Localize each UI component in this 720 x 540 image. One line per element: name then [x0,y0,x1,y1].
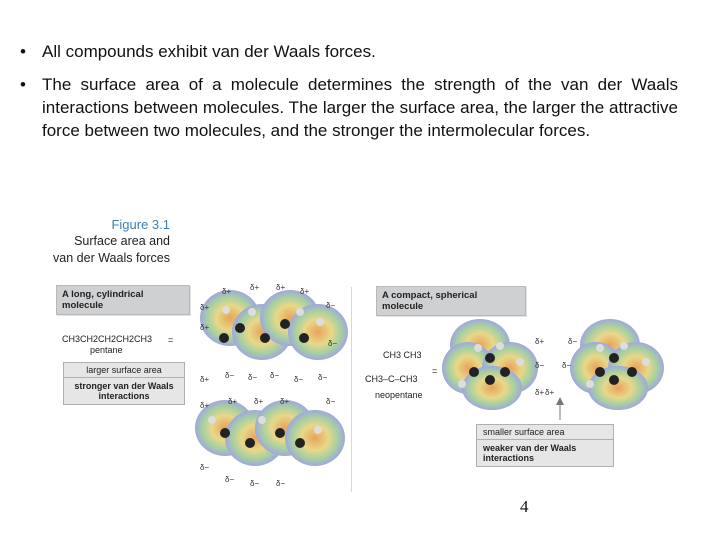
figure-caption-line: van der Waals forces [53,251,170,265]
svg-text:δ−: δ− [535,361,545,370]
neopentane-model-2 [570,319,664,410]
svg-text:δ+: δ+ [300,287,310,296]
svg-text:δ−: δ− [270,371,280,380]
svg-text:δ−: δ− [225,475,235,484]
neopentane-formula-bottom: CH3–C–CH3 [365,374,418,384]
right-arrow-head [556,397,564,405]
svg-text:δ+: δ+ [276,283,286,292]
svg-text:δ+: δ+ [200,375,210,384]
svg-text:δ+: δ+ [200,323,210,332]
svg-text:δ+: δ+ [535,337,545,346]
figure-number: Figure 3.1 [111,217,170,232]
page-number: 4 [520,497,529,516]
neopentane-formula-top: CH3 CH3 [383,350,422,360]
neopentane-equals: = [432,366,438,376]
right-note-bottom: weaker van der Waals interactions [483,443,577,463]
svg-text:δ+: δ+ [228,397,238,406]
svg-text:δ−: δ− [318,373,328,382]
svg-text:δ+: δ+ [200,401,210,410]
svg-text:δ−: δ− [328,339,338,348]
pentane-name: pentane [90,345,123,355]
svg-text:δ−: δ− [276,479,286,488]
svg-text:δ+: δ+ [222,287,232,296]
svg-text:δ+: δ+ [250,283,260,292]
left-panel-title: A long, cylindrical molecule [56,285,190,315]
pentane-model-lower [195,400,345,466]
neopentane-name: neopentane [375,390,423,400]
pentane-formula: CH3CH2CH2CH2CH3 [62,334,153,344]
svg-text:δ−: δ− [562,361,572,370]
right-note-top: smaller surface area [477,425,613,440]
pentane-equals: = [168,335,174,345]
svg-text:δ+: δ+ [200,303,210,312]
svg-text:δ−: δ− [294,375,304,384]
svg-text:δ+: δ+ [280,397,290,406]
left-note-box [63,362,185,405]
svg-text:δ−: δ− [568,337,578,346]
left-note-top: larger surface area [64,363,184,378]
svg-text:δ+: δ+ [254,397,264,406]
left-note-bottom: stronger van der Waals interactions [74,381,174,401]
bullet-item: • All compounds exhibit van der Waals forces. [20,40,678,63]
right-note-box [476,424,614,467]
svg-text:δ+: δ+ [545,388,555,397]
svg-text:δ−: δ− [250,479,260,488]
svg-text:δ+: δ+ [535,388,545,397]
svg-text:δ−: δ− [200,463,210,472]
bullet-item: • The surface area of a molecule determines the strength of the van der Waals interactions between molecules. The larger the surface area, the larger the attractive force between two molecules, and the stronger the intermolecular forces. [20,73,678,142]
svg-text:δ−: δ− [225,371,235,380]
neopentane-model-1 [442,319,538,410]
svg-text:δ−: δ− [326,397,336,406]
svg-text:δ−: δ− [248,373,258,382]
svg-text:δ−: δ− [326,301,336,310]
panel-divider [351,287,352,492]
figure-caption-line: Surface area and [74,234,170,248]
right-panel-title: A compact, spherical molecule [376,286,526,316]
